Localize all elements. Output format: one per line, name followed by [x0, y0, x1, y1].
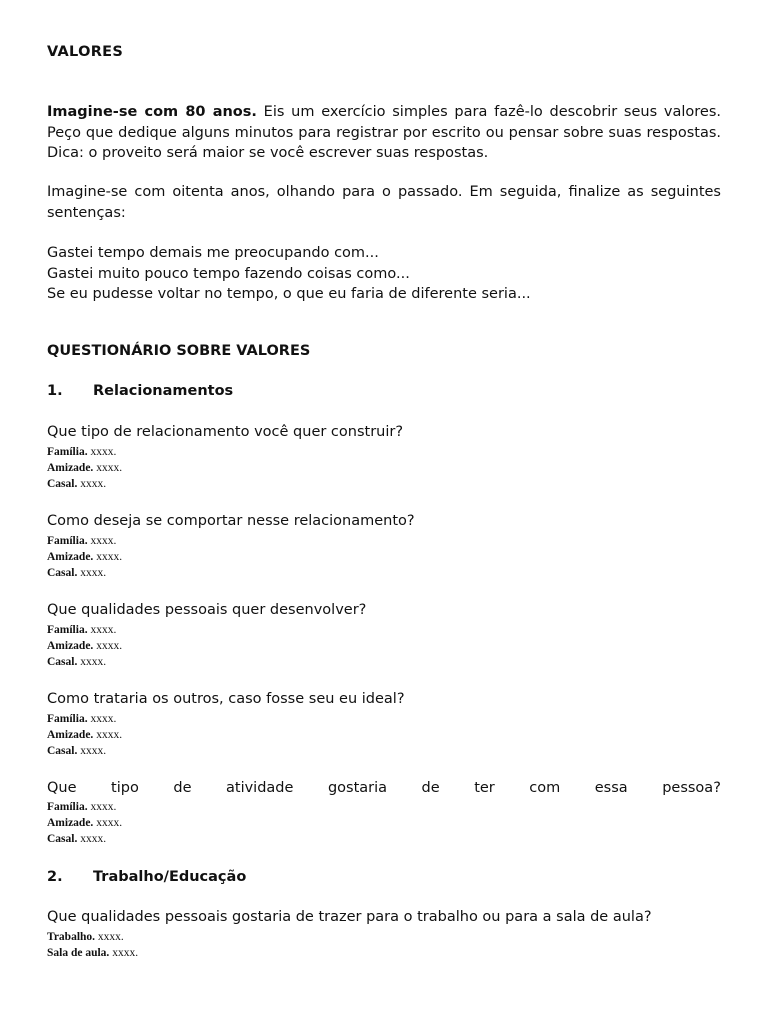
question: Que tipo de relacionamento você quer construir? — [47, 424, 404, 440]
question: Como deseja se comportar nesse relacionamento? — [47, 513, 415, 529]
answer-item: Amizade. xxxx. — [47, 729, 123, 741]
answer-item: Família. xxxx. — [47, 535, 117, 547]
answer-item: Família. xxxx. — [47, 713, 117, 725]
sentence-2: Gastei muito pouco tempo fazendo coisas como... — [47, 265, 410, 282]
sentence-list — [47, 243, 531, 305]
answer-item: Amizade. xxxx. — [47, 817, 123, 829]
instruction-paragraph: Imagine-se com oitenta anos, olhando para o passado. Em seguida, finalize as seguintes sentenças: — [47, 184, 721, 221]
section-heading — [47, 383, 233, 399]
answer-item: Casal. xxxx. — [47, 745, 107, 757]
sentence-3: Se eu pudesse voltar no tempo, o que eu faria de diferente seria... — [47, 286, 531, 302]
section-number: 1. — [47, 383, 63, 399]
intro-lead: Imagine-se com 80 anos. — [47, 104, 257, 120]
question-justified: Que tipo de atividade gostaria de ter com essa pessoa? — [47, 780, 721, 796]
answer-list — [47, 799, 122, 847]
answer-item: Família. xxxx. — [47, 801, 117, 813]
answer-item: Amizade. xxxx. — [47, 462, 123, 474]
question: Que qualidades pessoais quer desenvolver? — [47, 602, 367, 618]
section-title: Relacionamentos — [93, 383, 234, 399]
answer-item: Casal. xxxx. — [47, 656, 107, 668]
intro-paragraph — [47, 102, 721, 164]
section-heading — [47, 869, 246, 885]
answer-list — [47, 929, 138, 961]
answer-item: Casal. xxxx. — [47, 478, 107, 490]
sentence-1: Gastei tempo demais me preocupando com... — [47, 245, 379, 261]
question: Que qualidades pessoais gostaria de trazer para o trabalho ou para a sala de aula? — [47, 909, 652, 925]
answer-list — [47, 622, 122, 670]
answer-item: Sala de aula. xxxx. — [47, 947, 139, 959]
answer-item: Família. xxxx. — [47, 446, 117, 458]
answer-item: Família. xxxx. — [47, 624, 117, 636]
document-title: VALORES — [47, 44, 124, 60]
answer-list — [47, 444, 122, 492]
answer-list — [47, 711, 122, 759]
answer-list — [47, 533, 122, 581]
section-number: 2. — [47, 869, 63, 885]
answer-item: Casal. xxxx. — [47, 833, 107, 845]
answer-item: Trabalho. xxxx. — [47, 931, 124, 943]
questionnaire-title: QUESTIONÁRIO SOBRE VALORES — [47, 343, 311, 359]
answer-item: Amizade. xxxx. — [47, 551, 123, 563]
intro-text: Eis um exercício simples para fazê-lo descobrir seus valores. Peço que dedique alguns minutos para registrar por escrito ou pensar sobre suas respostas. Dica: o proveito será maior se você escrever suas respostas. — [47, 104, 722, 161]
section-title: Trabalho/Educação — [93, 869, 247, 885]
answer-item: Amizade. xxxx. — [47, 640, 123, 652]
question: Como trataria os outros, caso fosse seu eu ideal? — [47, 691, 405, 707]
answer-item: Casal. xxxx. — [47, 567, 107, 579]
